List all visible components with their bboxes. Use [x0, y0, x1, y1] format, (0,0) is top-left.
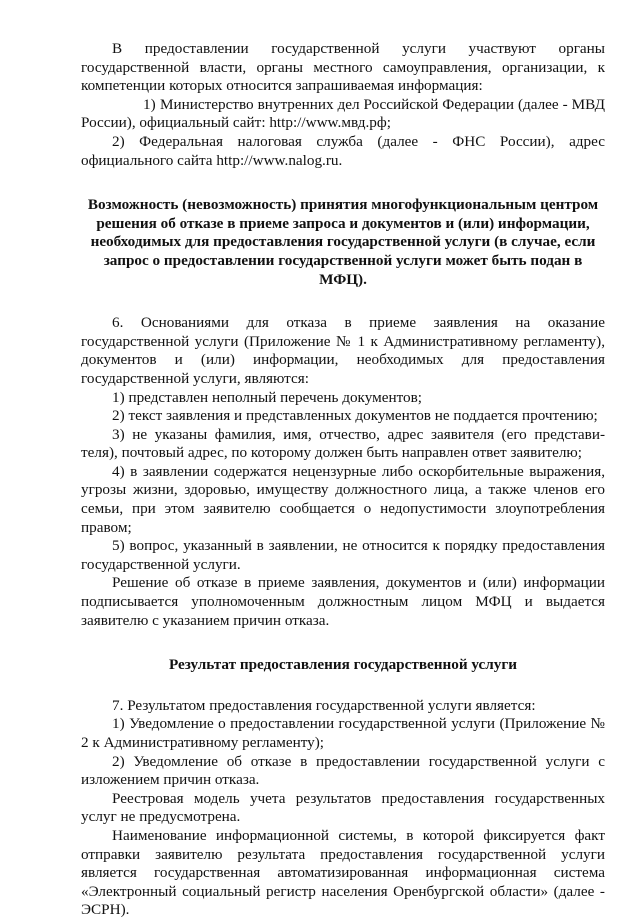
- intro-item-1-number: 1): [143, 95, 156, 113]
- document-page: [81, 40, 605, 920]
- paragraph-6: 6. Основаниями для отказа в приеме заявления на оказание государственной услуги (Приложение № 1 к Административному регламенту), документов и (или) информации, необходимых для предоставления государственной услуги, являются:: [81, 314, 605, 387]
- registry-model-paragraph: Реестровая модель учета результатов предоставления государственных услуг не предусмотрена.: [81, 789, 605, 826]
- intro-paragraph: В предоставлении государственной услуги участвуют органы государственной власти, органы местного самоуправления, организации, к компетенции которых относится запрашиваемая информация:: [81, 40, 605, 95]
- paragraph-7: 7. Результатом предоставления государственной услуги является:: [112, 696, 536, 714]
- refusal-reason-1: 1) представлен неполный перечень документов;: [112, 388, 423, 406]
- information-system-paragraph: Наименование информационной системы, в которой фиксируется факт отправки заявителю результата предоставления государственной услуги является государственная автоматизированная информационная система «Электронный социальный регистр населения Оренбургской области» (далее - ЭСРН).: [81, 826, 605, 919]
- section-heading-mfc-refusal: Возможность (невозможность) принятия многофункциональным центром решения об отказе в приеме запроса и документов и (или) информации, необходимых для предоставления государственной услуги (в случае, если запрос о предоставлении государственной услуги может быть подан в МФЦ).: [87, 196, 599, 288]
- section-heading-result: Результат предоставления государственной услуги: [168, 656, 518, 674]
- refusal-reason-4: 4) в заявлении содержатся нецензурные либо оскорбительные выражения, угрозы жизни, здоровью, имуществу должностного лица, а также членов его семьи, при этом заявителю сообщается о недопустимости злоупотребления правом;: [81, 462, 605, 536]
- result-item-2: 2) Уведомление об отказе в предоставлении государственной услуги с изложением причин отказа.: [81, 752, 605, 789]
- refusal-decision-paragraph: Решение об отказе в приеме заявления, документов и (или) информации подписывается уполномоченным должностным лицом МФЦ и выдается заявителю с указанием причин отказа.: [81, 574, 605, 629]
- refusal-reason-5: 5) вопрос, указанный в заявлении, не относится к порядку предоставления государственной услуги.: [81, 537, 605, 573]
- intro-item-2: 2) Федеральная налоговая служба (далее - ФНС России), адрес официального сайта http://www.nalog.ru.: [81, 132, 605, 169]
- intro-item-1-text: Министерство внутренних дел Российской Федерации (далее - МВД России), официальный сайт: http://www.мвд.рф;: [81, 95, 605, 132]
- refusal-reason-2: 2) текст заявления и представленных документов не поддается прочтению;: [112, 407, 598, 425]
- refusal-reason-3: 3) не указаны фамилия, имя, отчество, адрес заявителя (его представи-теля), почтовый адрес, по которому должен быть направлен ответ заявителю;: [81, 425, 605, 462]
- result-item-1: 1) Уведомление о предоставлении государственной услуги (Приложение № 2 к Административному регламенту);: [81, 715, 605, 751]
- intro-item-1: [81, 96, 605, 133]
